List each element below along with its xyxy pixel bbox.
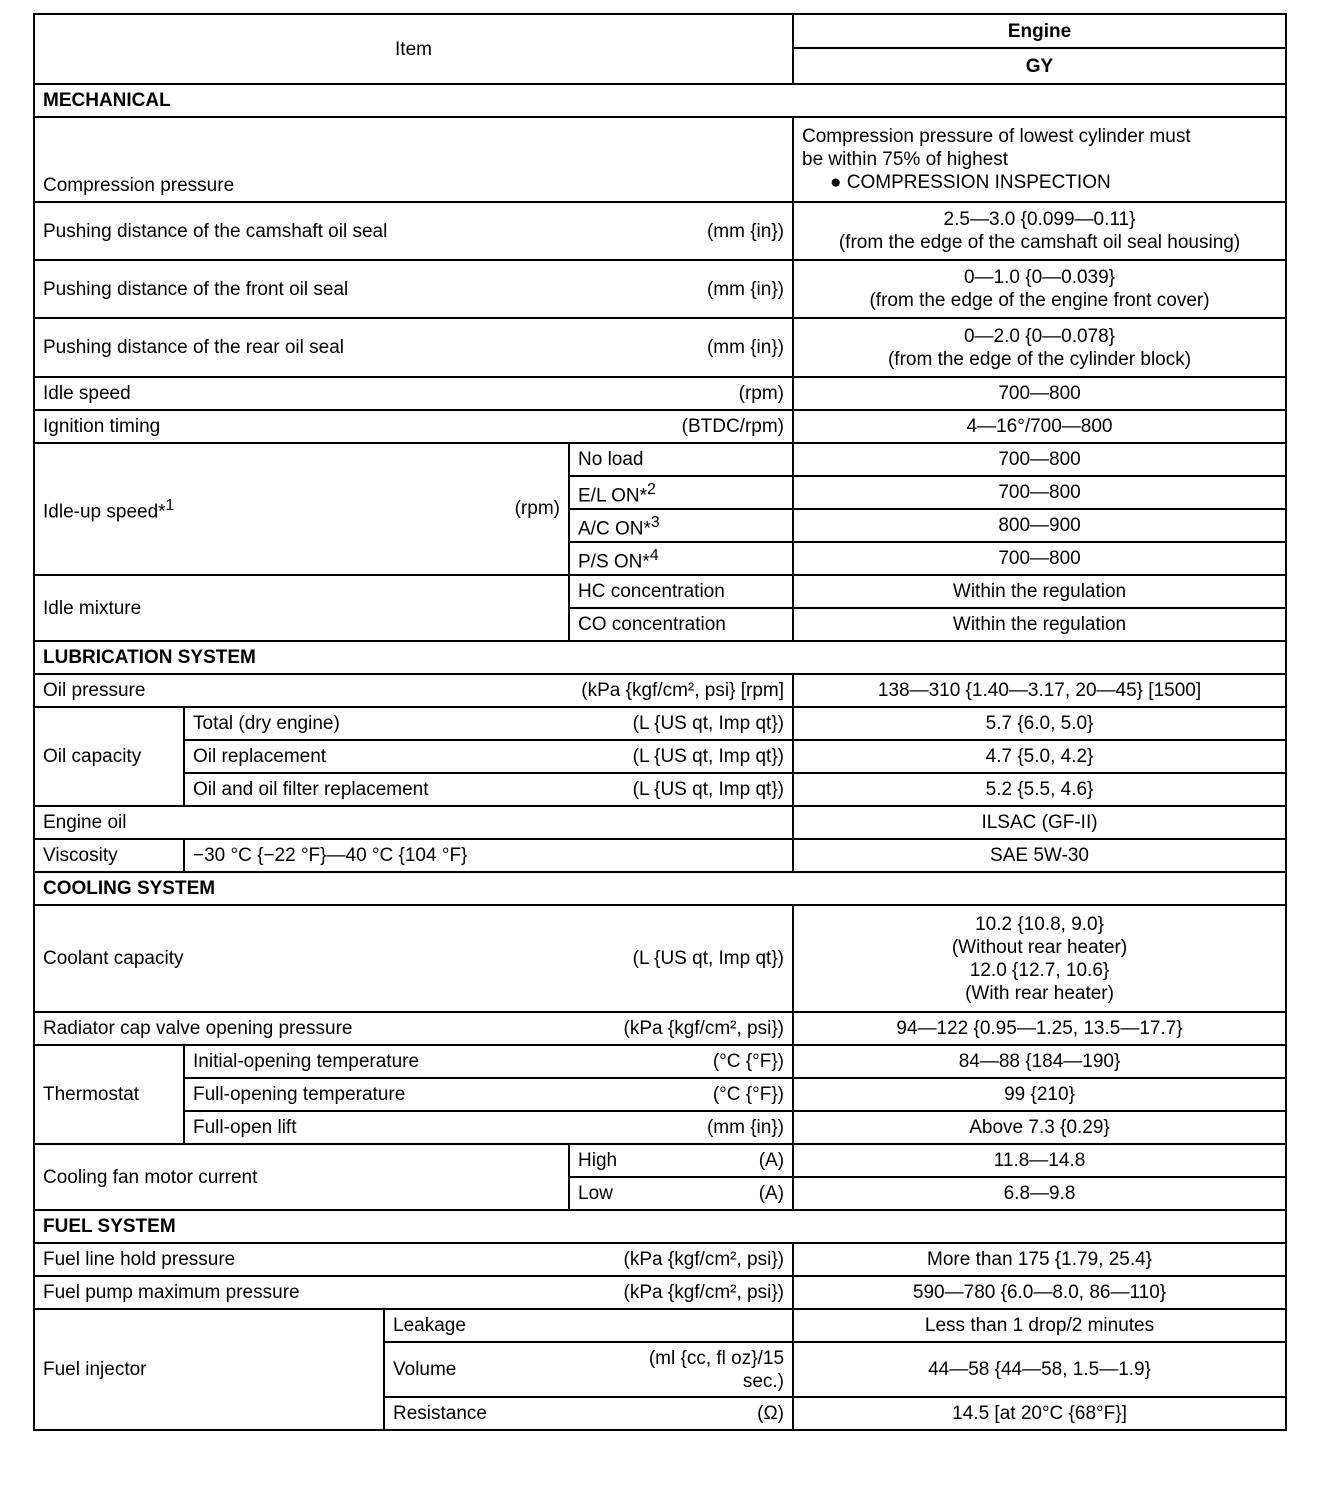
row-camshaft-seal: Pushing distance of the camshaft oil seal (mm {in}) 2.5—3.0 {0.099—0.11} (from the edge of the camshaft oil seal housing) bbox=[34, 202, 1286, 260]
row-idle-speed: Idle speed (rpm) 700—800 bbox=[34, 377, 1286, 410]
row-rear-seal: Pushing distance of the rear oil seal (mm {in}) 0—2.0 {0—0.078} (from the edge of the cylinder block) bbox=[34, 318, 1286, 377]
section-mechanical: MECHANICAL bbox=[34, 84, 1286, 117]
row-thermostat: Thermostat Initial-opening temperature (°C {°F}) 84—88 {184—190} bbox=[34, 1045, 1286, 1078]
row-viscosity: Viscosity −30 °C {−22 °F}—40 °C {104 °F} SAE 5W-30 bbox=[34, 839, 1286, 872]
row-front-seal: Pushing distance of the front oil seal (mm {in}) 0—1.0 {0—0.039} (from the edge of the engine front cover) bbox=[34, 260, 1286, 318]
row-coolant-capacity: Coolant capacity (L {US qt, Imp qt}) 10.2 {10.8, 9.0} (Without rear heater) 12.0 {12.7, 10.6} (With rear heater) bbox=[34, 905, 1286, 1012]
section-cooling: COOLING SYSTEM bbox=[34, 872, 1286, 905]
row-idle-up: Idle-up speed*$^1$ (rpm) No load 700—800 bbox=[34, 443, 1286, 476]
section-fuel: FUEL SYSTEM bbox=[34, 1210, 1286, 1243]
specification-table: Item Engine GY MECHANICAL Compression pressure Compression pressure of lowest cylinder must be within 75% of highest ● COMPRESSION INSPECTION Pushing distance of the camshaft oil seal (mm {in}) 2.5—3.0 {0.099—0.11} (from the edge of the camshaft oil seal housing) Pushing distance of the front oil seal (mm {in}) 0—1.0 {0—0.039} (from the edge of the engine front cover) Pushing distance of the rear oil seal (mm {in}) 0—2.0 {0—0.078} (from the edge of the cylinder block) Idle speed (rpm) 700—800 Ignition timing (BTDC/rpm) 4—16°/700—800 Idle-up speed*$^1$ (rpm) No load 700—800 E/L ON*$^2$ 700—800 A/C ON*$^3$ 800—900 P/S ON*$^4$ 700—800 Idle mixture HC concentration Within the regulation CO concentration Within the regulation LUBRICATION SYSTEM Oil pressure (kPa {kgf/cm², psi} [rpm] 138—310 {1.40—3.17, 20—45} [1500] Oil capacity Total (dry engine) (L {US qt, Imp qt}) 5.7 {6.0, 5.0} Oil replacement (L {US qt, Imp qt}) 4.7 {5.0, 4.2} Oil and oil filter replacement (L {US qt, Imp qt}) 5.2 {5.5, 4.6} Engine oil ILSAC (GF-II) Viscosity −30 °C {−22 °F}—40 °C {104 °F} SAE 5W-30 COOLING SYSTEM Coolant capacity (L {US qt, Imp qt}) 10.2 {10.8, 9.0} (Without rear heater) 12.0 {12.7, 10.6} (With rear heater) Radiator cap valve opening pressure (kPa {kgf/cm², psi}) 94—122 {0.95—1.25, 13.5—17.7} Thermostat Initial-opening temperature (°C {°F}) 84—88 {184—190} Full-opening temperature (°C {°F}) 99 {210} Full-open lift (mm {in}) Above 7.3 {0.29} Cooling fan motor current High (A) 11.8—14.8 Low (A) 6.8—9.8 FUEL SYSTEM Fuel line hold pressure (kPa {kgf/cm², psi}) More than 175 {1.79, 25.4} Fuel pump maximum pressure (kPa {kgf/cm², psi}) 590—780 {6.0—8.0, 86—110} Fuel injector Leakage Less than 1 drop/2 minutes Volume (ml {cc, fl oz}/15 sec.) 44—58 {44—58, 1.5—1.9} Resistance (Ω) 14.5 [at 20°C {68°F}] bbox=[33, 13, 1287, 1431]
engine-header: Engine bbox=[793, 14, 1286, 48]
row-ignition-timing: Ignition timing (BTDC/rpm) 4—16°/700—800 bbox=[34, 410, 1286, 443]
section-lubrication: LUBRICATION SYSTEM bbox=[34, 641, 1286, 674]
row-idle-mixture: Idle mixture HC concentration Within the regulation bbox=[34, 575, 1286, 608]
row-radiator-cap: Radiator cap valve opening pressure (kPa {kgf/cm², psi}) 94—122 {0.95—1.25, 13.5—17.7} bbox=[34, 1012, 1286, 1045]
item-header: Item bbox=[34, 14, 793, 84]
row-oil-pressure: Oil pressure (kPa {kgf/cm², psi} [rpm] 138—310 {1.40—3.17, 20—45} [1500] bbox=[34, 674, 1286, 707]
row-fuel-injector: Fuel injector Leakage Less than 1 drop/2 minutes bbox=[34, 1309, 1286, 1342]
row-oil-capacity: Oil capacity Total (dry engine) (L {US qt, Imp qt}) 5.7 {6.0, 5.0} bbox=[34, 707, 1286, 740]
row-fuel-hold: Fuel line hold pressure (kPa {kgf/cm², psi}) More than 175 {1.79, 25.4} bbox=[34, 1243, 1286, 1276]
row-engine-oil: Engine oil ILSAC (GF-II) bbox=[34, 806, 1286, 839]
engine-code-header: GY bbox=[793, 48, 1286, 84]
row-compression: Compression pressure Compression pressure of lowest cylinder must be within 75% of highest ● COMPRESSION INSPECTION bbox=[34, 117, 1286, 202]
row-cooling-fan: Cooling fan motor current High (A) 11.8—14.8 bbox=[34, 1144, 1286, 1177]
row-fuel-pump: Fuel pump maximum pressure (kPa {kgf/cm², psi}) 590—780 {6.0—8.0, 86—110} bbox=[34, 1276, 1286, 1309]
